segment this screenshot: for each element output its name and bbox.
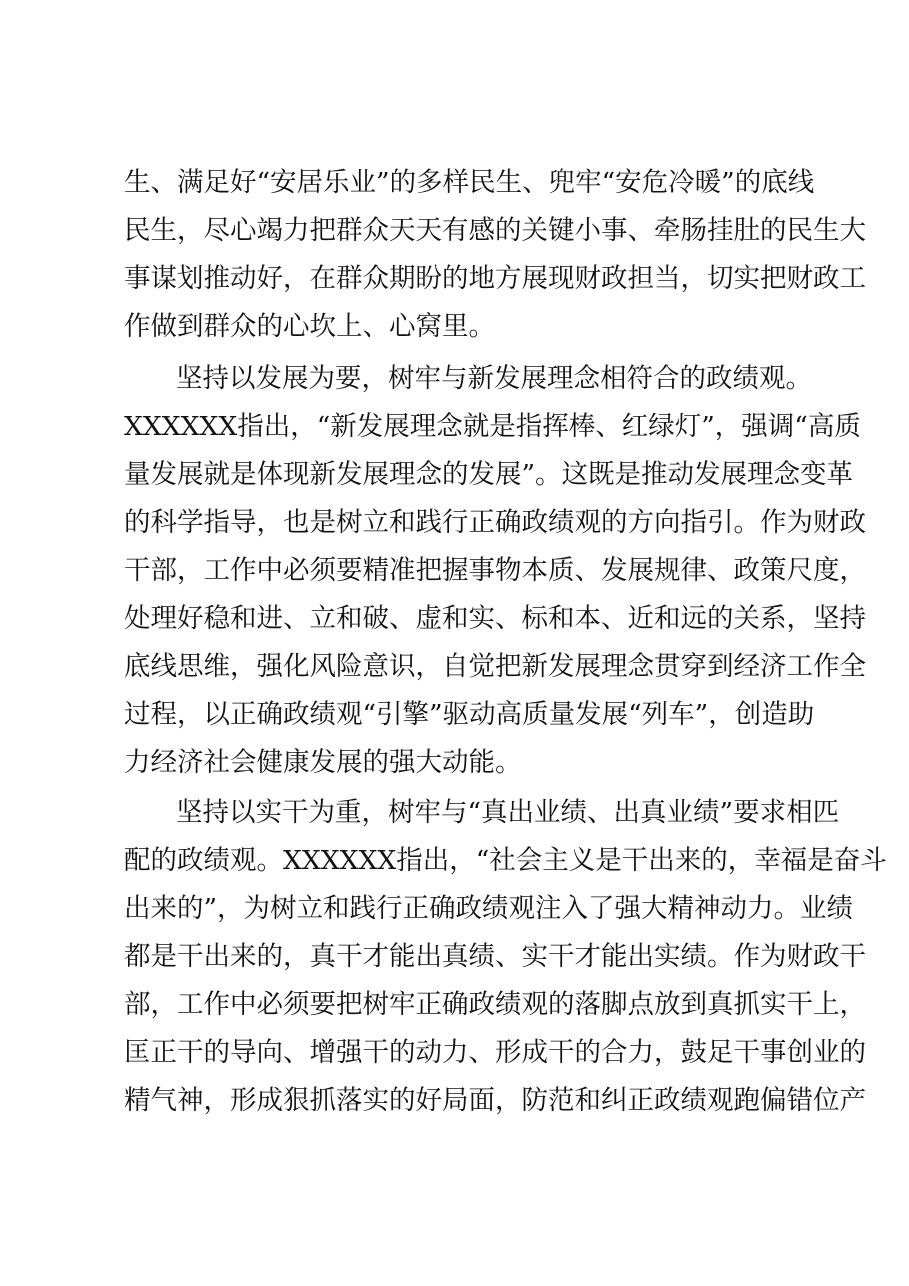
text-line: 匡正干的导向、增强干的动力、形成干的合力，鼓足干事创业的 [124,1037,866,1068]
text-line: 量发展就是体现新发展理念的发展”。这既是推动发展理念变革 [124,459,854,490]
text-line: 力经济社会健康发展的强大动能。 [124,747,522,778]
paragraph-first-line: 坚持以实干为重，树牢与“真出业绩、出真业绩”要求相匹 [176,797,840,828]
text-line: 部，工作中必须要把树牢正确政绩观的落脚点放到真抓实干上， [124,989,866,1020]
text-line: 的科学指导，也是树立和践行正确政绩观的方向指引。作为财政 [124,507,866,538]
paragraph-first-line: 坚持以发展为要，树牢与新发展理念相符合的政绩观。 [176,363,812,394]
text-line: 作做到群众的心坎上、心窝里。 [124,311,495,342]
text-line: 干部，工作中必须要精准把握事物本质、发展规律、政策尺度， [124,555,866,586]
text-line: 都是干出来的，真干才能出真绩、实干才能出实绩。作为财政干 [124,941,866,972]
text-line: 出来的”，为树立和践行正确政绩观注入了强大精神动力。业绩 [124,893,854,924]
text-line: 民生，尽心竭力把群众天天有感的关键小事、牵肠挂肚的民生大 [124,215,866,246]
text-line: 配的政绩观。XXXXXX指出，“社会主义是干出来的，幸福是奋斗 [124,845,887,876]
text-line: 精气神，形成狠抓落实的好局面，防范和纠正政绩观跑偏错位产 [124,1085,866,1116]
text-line: 生、满足好“安居乐业”的多样民生、兜牢“安危冷暖”的底线 [124,167,815,198]
text-line: 过程，以正确政绩观“引擎”驱动高质量发展“列车”，创造助 [124,699,815,730]
text-line: XXXXXX指出，“新发展理念就是指挥棒、红绿灯”，强调“高质 [124,411,861,442]
text-line: 底线思维，强化风险意识，自觉把新发展理念贯穿到经济工作全 [124,651,866,682]
text-line: 处理好稳和进、立和破、虚和实、标和本、近和远的关系，坚持 [124,603,866,634]
text-line: 事谋划推动好，在群众期盼的地方展现财政担当，切实把财政工 [124,263,866,294]
